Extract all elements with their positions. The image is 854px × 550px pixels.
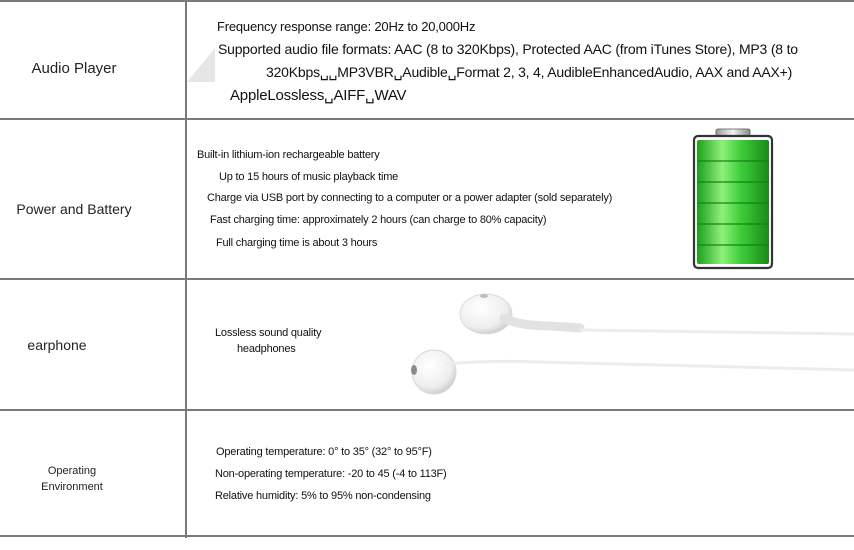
row-label-audio-player: Audio Player <box>31 60 117 77</box>
battery-full-icon <box>692 128 774 270</box>
decorative-shadow <box>187 48 215 82</box>
row-divider <box>0 535 854 537</box>
row-label-earphone: earphone <box>27 337 87 353</box>
label-line: Operating <box>47 465 97 477</box>
row-divider <box>0 0 854 2</box>
spec-line: Up to 15 hours of music playback time <box>219 171 399 183</box>
spec-line: Operating temperature: 0° to 35° (32° to 95°F) <box>216 446 432 458</box>
label-line: Environment <box>41 481 103 493</box>
spec-line: Built-in lithium-ion rechargeable battery <box>197 149 380 161</box>
spec-line: Non-operating temperature: -20 to 45 (-4 to 113F) <box>215 468 447 480</box>
spec-line: 320Kbps␣␣MP3VBR␣Audible␣Format 2, 3, 4, AudibleEnhancedAudio, AAX and AAX+) <box>266 64 793 80</box>
spec-line: Frequency response range: 20Hz to 20,000Hz <box>217 19 476 34</box>
spec-line: Full charging time is about 3 hours <box>216 237 378 249</box>
spec-line: Relative humidity: 5% to 95% non-condensing <box>215 490 431 502</box>
row-divider <box>0 118 854 120</box>
row-divider <box>0 278 854 280</box>
spec-line: Lossless sound quality <box>215 327 322 339</box>
spec-line: Supported audio file formats: AAC (8 to 320Kbps), Protected AAC (from iTunes Store), MP3 (8 to <box>218 41 798 57</box>
earphones-icon <box>400 286 854 404</box>
spec-line: Charge via USB port by connecting to a computer or a power adapter (sold separately) <box>207 192 613 204</box>
spec-line: Fast charging time: approximately 2 hours (can charge to 80% capacity) <box>210 214 547 226</box>
row-divider <box>0 409 854 411</box>
spec-line: AppleLossless␣AIFF␣WAV <box>230 87 407 104</box>
row-label-operating-environment <box>0 463 146 495</box>
row-label-power-battery: Power and Battery <box>16 201 132 217</box>
spec-line: headphones <box>237 343 296 355</box>
